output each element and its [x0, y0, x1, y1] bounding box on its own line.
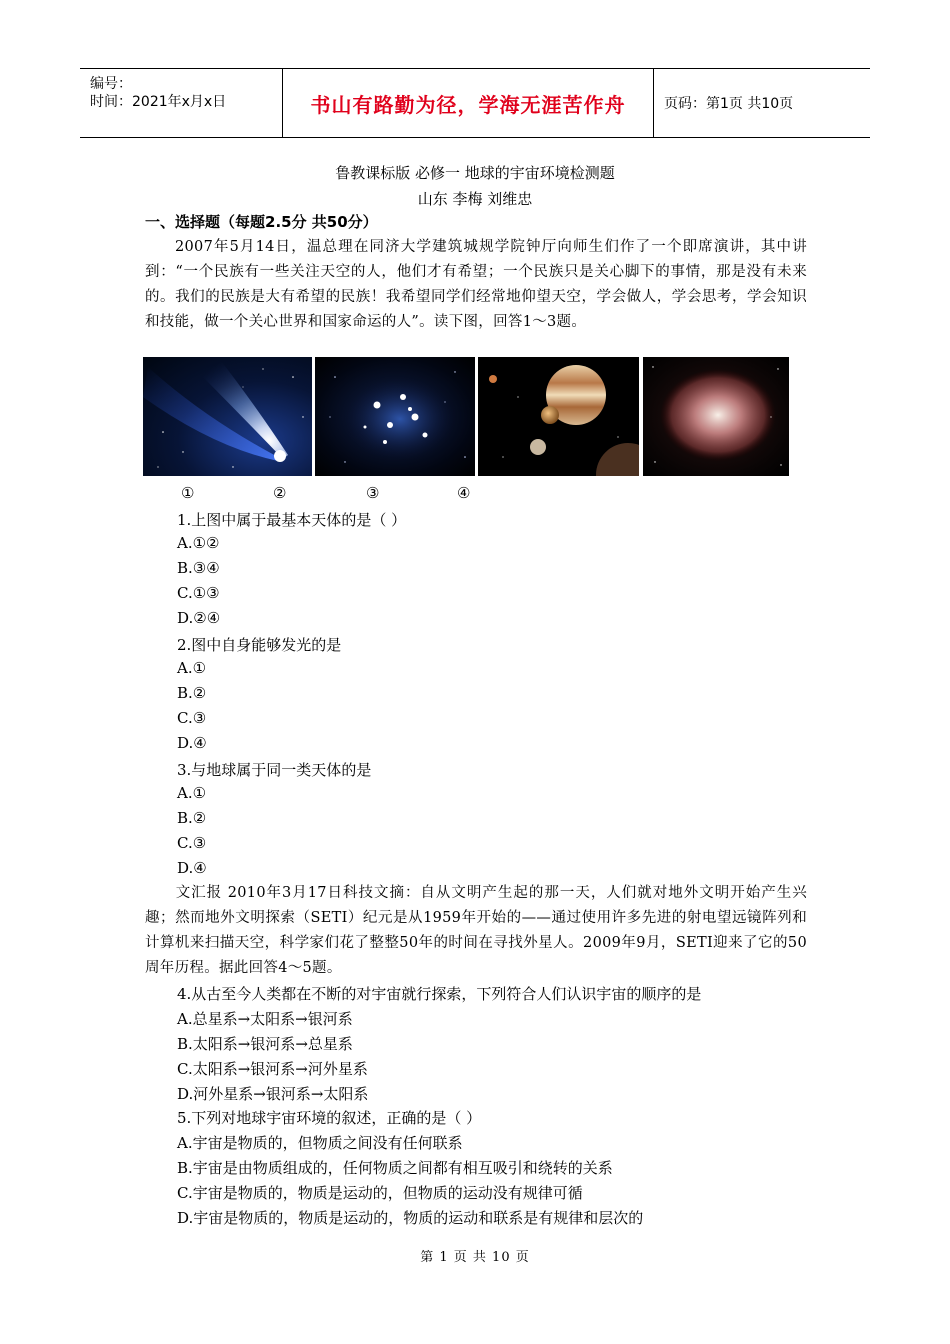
document-title: 鲁教课标版 必修一 地球的宇宙环境检测题	[335, 164, 615, 182]
question-stem: 2.图中自身能够发光的是	[177, 636, 342, 654]
number-label: 编号：	[90, 76, 132, 92]
page-label: 页码：第1页 共10页	[664, 96, 794, 112]
caption-4: ④	[457, 484, 471, 502]
star-cluster-image	[315, 357, 475, 476]
page-footer: 第 1 页 共 10 页	[420, 1250, 530, 1265]
question-option: B.②	[177, 684, 207, 702]
question-option: D.④	[177, 859, 207, 877]
question-option: D.②④	[177, 609, 221, 627]
caption-3: ③	[366, 484, 380, 502]
question-option: C.宇宙是物质的，物质是运动的，但物质的运动没有规律可循	[177, 1184, 583, 1202]
header-page-cell	[654, 69, 870, 137]
question-option: D.宇宙是物质的，物质是运动的，物质的运动和联系是有规律和层次的	[177, 1209, 644, 1227]
page-header	[80, 68, 870, 138]
question-stem: 5.下列对地球宇宙环境的叙述，正确的是（ ）	[177, 1109, 482, 1127]
intro-paragraph-1	[145, 235, 807, 335]
question-option: C.太阳系→银河系→河外星系	[177, 1060, 368, 1078]
question-option: D.④	[177, 734, 207, 752]
intro-text-1: 2007年5月14日，温总理在同济大学建筑城规学院钟厅向师生们作了一个即席演讲，其中讲到：“一个民族有一些关注天空的人，他们才有希望；一个民族只是关心脚下的事情，那是没有未来的。我们的民族是大有希望的民族！我希望同学们经常地仰望天空，学会做人，学会思考，学会知识和技能，做一个关心世界和国家命运的人”。读下图，回答1～3题。	[145, 239, 807, 330]
question-option: C.③	[177, 834, 207, 852]
question-option: C.①③	[177, 584, 220, 602]
document-authors: 山东 李梅 刘维忠	[417, 190, 533, 208]
planets-image	[478, 357, 639, 476]
question-stem: 4.从古至今人类都在不断的对宇宙就行探索，下列符合人们认识宇宙的顺序的是	[177, 985, 702, 1003]
question-option: A.①	[177, 784, 207, 802]
motto: 书山有路勤为径，学海无涯苦作舟	[310, 92, 626, 117]
question-stem: 1.上图中属于最基本天体的是（ ）	[177, 511, 407, 529]
question-option: B.太阳系→银河系→总星系	[177, 1035, 353, 1053]
question-option: A.①②	[177, 534, 220, 552]
date-label: 时间：2021年x月x日	[90, 94, 227, 110]
question-option: B.③④	[177, 559, 220, 577]
comet-image	[143, 357, 312, 476]
question-option: B.宇宙是由物质组成的，任何物质之间都有相互吸引和绕转的关系	[177, 1159, 613, 1177]
question-option: B.②	[177, 809, 207, 827]
question-option: D.河外星系→银河系→太阳系	[177, 1085, 369, 1103]
intro-paragraph-2	[145, 881, 807, 981]
caption-1: ①	[181, 484, 195, 502]
header-meta-cell	[80, 69, 283, 137]
question-option: A.总星系→太阳系→银河系	[177, 1010, 353, 1028]
caption-2: ②	[273, 484, 287, 502]
question-stem: 3.与地球属于同一类天体的是	[177, 761, 372, 779]
question-option: C.③	[177, 709, 207, 727]
question-option: A.①	[177, 659, 207, 677]
nebula-image	[643, 357, 789, 476]
intro-text-2: 文汇报 2010年3月17日科技文摘：自从文明产生起的那一天，人们就对地外文明开始产生兴趣；然而地外文明探索（SETI）纪元是从1959年开始的——通过使用许多先进的射电望远镜阵列和计算机来扫描天空，科学家们花了整整50年的时间在寻找外星人。2009年9月，SETI迎来了它的50周年历程。据此回答4～5题。	[145, 885, 807, 976]
question-option: A.宇宙是物质的，但物质之间没有任何联系	[177, 1134, 463, 1152]
header-motto-cell	[283, 69, 654, 137]
section-heading: 一、选择题（每题2.5分 共50分）	[145, 213, 378, 231]
